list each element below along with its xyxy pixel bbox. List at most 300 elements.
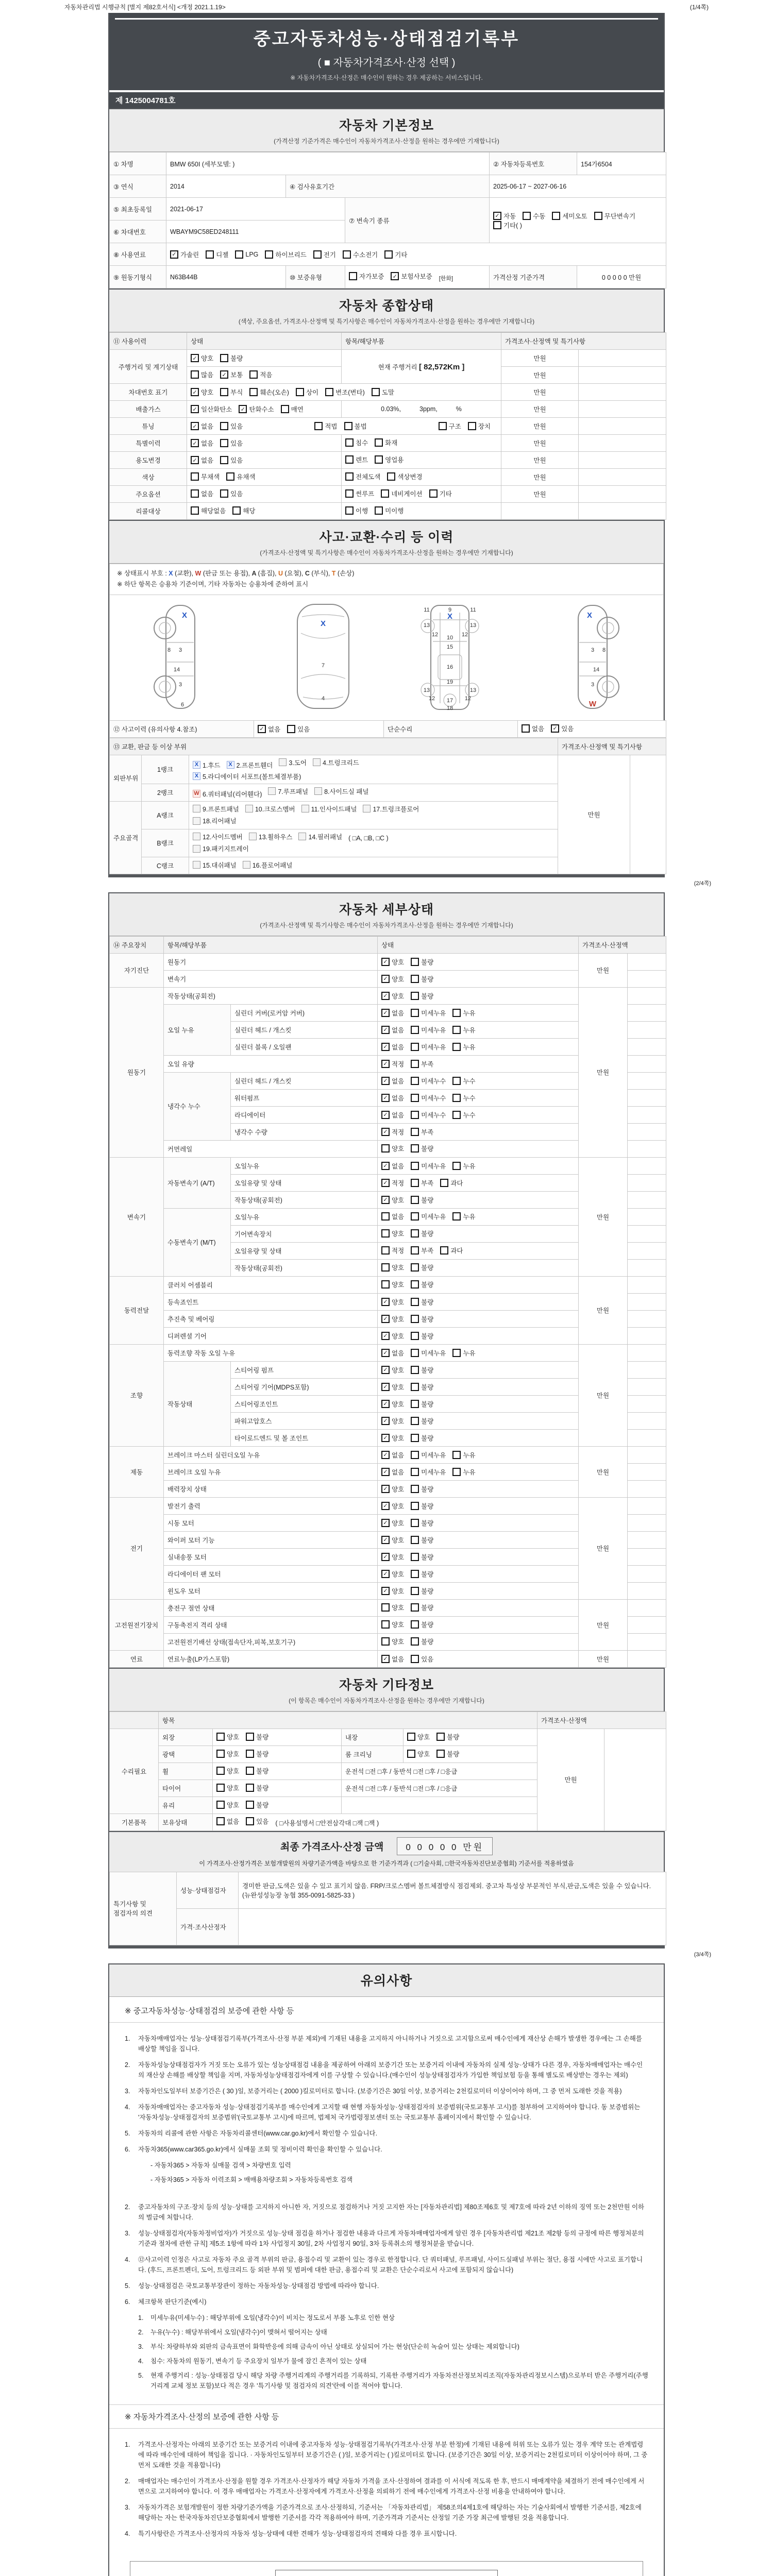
checkbox-탄화수소[interactable] xyxy=(239,404,274,414)
checkbox-가솔린[interactable] xyxy=(170,250,199,259)
checkbox-box[interactable] xyxy=(381,1587,390,1595)
checkbox-box[interactable] xyxy=(381,1060,390,1068)
checkbox-box[interactable] xyxy=(191,405,199,413)
checkbox-있음[interactable] xyxy=(551,724,574,733)
checkbox-양호[interactable] xyxy=(381,1620,404,1629)
checkbox-없음[interactable] xyxy=(191,455,213,465)
checkbox-불량[interactable] xyxy=(411,1382,433,1392)
checkbox-box[interactable] xyxy=(411,1280,419,1289)
mark-box[interactable] xyxy=(193,845,200,853)
mark-box[interactable] xyxy=(363,805,371,812)
checkbox-box[interactable] xyxy=(523,212,531,220)
checkbox-일산화탄소[interactable] xyxy=(191,404,232,414)
checkbox-box[interactable] xyxy=(345,455,354,464)
checkbox-box[interactable] xyxy=(381,1229,390,1238)
checkbox-box[interactable] xyxy=(381,1366,390,1374)
checkbox-양호[interactable] xyxy=(381,1263,404,1272)
checkbox-양호[interactable] xyxy=(381,1280,404,1289)
checkbox-없음[interactable] xyxy=(381,1467,404,1477)
checkbox-box[interactable] xyxy=(345,472,354,481)
checkbox-box[interactable] xyxy=(522,724,530,733)
checkbox-box[interactable] xyxy=(411,958,419,966)
checkbox-양호[interactable] xyxy=(381,1501,404,1511)
checkbox-미세누유[interactable] xyxy=(411,1450,446,1460)
mark-box[interactable] xyxy=(245,805,253,812)
checkbox-불량[interactable] xyxy=(411,957,433,967)
checkbox-box[interactable] xyxy=(246,1750,254,1758)
checkbox-누유[interactable] xyxy=(452,1450,475,1460)
checkbox-불량[interactable] xyxy=(436,1732,459,1741)
checkbox-box[interactable] xyxy=(411,1043,419,1051)
checkbox-box[interactable] xyxy=(411,1468,419,1476)
checkbox-box[interactable] xyxy=(345,489,354,498)
checkbox-불량[interactable] xyxy=(411,1365,433,1375)
checkbox-box[interactable] xyxy=(411,1179,419,1187)
checkbox-box[interactable] xyxy=(429,489,438,498)
checkbox-box[interactable] xyxy=(411,1603,419,1612)
checkbox-불량[interactable] xyxy=(411,1433,433,1443)
checkbox-있음[interactable] xyxy=(220,489,243,498)
checkbox-box[interactable] xyxy=(220,456,228,464)
checkbox-썬루프[interactable] xyxy=(345,489,374,498)
checkbox-box[interactable] xyxy=(249,370,258,379)
checkbox-box[interactable] xyxy=(381,1502,390,1510)
checkbox-box[interactable] xyxy=(381,1094,390,1102)
checkbox-불량[interactable] xyxy=(411,1416,433,1426)
checkbox-box[interactable] xyxy=(381,1603,390,1612)
checkbox-box[interactable] xyxy=(452,1111,461,1119)
checkbox-box[interactable] xyxy=(594,212,602,220)
checkbox-화재[interactable] xyxy=(375,438,397,447)
checkbox-box[interactable] xyxy=(381,1196,390,1204)
checkbox-box[interactable] xyxy=(439,422,447,430)
checkbox-box[interactable] xyxy=(246,1784,254,1792)
checkbox-box[interactable] xyxy=(384,250,393,259)
checkbox-box[interactable] xyxy=(287,725,295,733)
mark-box[interactable] xyxy=(193,817,200,825)
checkbox-box[interactable] xyxy=(170,250,178,259)
checkbox-훼손(오손)[interactable] xyxy=(249,387,289,397)
checkbox-box[interactable] xyxy=(452,1009,461,1017)
checkbox-없음[interactable] xyxy=(522,724,544,733)
checkbox-적정[interactable] xyxy=(381,1246,404,1255)
checkbox-부족[interactable] xyxy=(411,1059,433,1069)
checkbox-box[interactable] xyxy=(411,1553,419,1561)
checkbox-보통[interactable] xyxy=(220,370,243,379)
checkbox-box[interactable] xyxy=(411,1332,419,1340)
checkbox-box[interactable] xyxy=(411,1162,419,1170)
checkbox-양호[interactable] xyxy=(381,1382,404,1392)
checkbox-양호[interactable] xyxy=(381,1399,404,1409)
checkbox-box[interactable] xyxy=(381,1162,390,1170)
checkbox-box[interactable] xyxy=(381,1026,390,1034)
checkbox-box[interactable] xyxy=(411,1502,419,1510)
checkbox-불량[interactable] xyxy=(411,1569,433,1579)
checkbox-있음[interactable] xyxy=(287,724,310,734)
checkbox-box[interactable] xyxy=(411,1519,419,1527)
checkbox-box[interactable] xyxy=(436,1750,445,1758)
checkbox-box[interactable] xyxy=(411,1315,419,1323)
checkbox-box[interactable] xyxy=(452,1162,461,1170)
checkbox-없음[interactable] xyxy=(191,489,213,498)
mark-box[interactable] xyxy=(279,758,287,766)
checkbox-양호[interactable] xyxy=(216,1732,239,1741)
checkbox-적법[interactable] xyxy=(314,421,337,431)
checkbox-없음[interactable] xyxy=(191,421,213,431)
checkbox-box[interactable] xyxy=(343,250,351,259)
checkbox-불량[interactable] xyxy=(411,1144,433,1153)
checkbox-box[interactable] xyxy=(381,1637,390,1646)
checkbox-미세누유[interactable] xyxy=(411,1042,446,1052)
checkbox-box[interactable] xyxy=(220,422,228,430)
checkbox-box[interactable] xyxy=(191,422,199,430)
checkbox-없음[interactable] xyxy=(381,1093,404,1103)
checkbox-box[interactable] xyxy=(296,388,304,396)
checkbox-box[interactable] xyxy=(381,1485,390,1493)
checkbox-불량[interactable] xyxy=(411,1637,433,1646)
checkbox-양호[interactable] xyxy=(381,1365,404,1375)
checkbox-box[interactable] xyxy=(411,1366,419,1374)
checkbox-누수[interactable] xyxy=(452,1076,475,1086)
checkbox-없음[interactable] xyxy=(381,1076,404,1086)
checkbox-box[interactable] xyxy=(452,1094,461,1102)
checkbox-누유[interactable] xyxy=(452,1212,475,1221)
checkbox-box[interactable] xyxy=(220,439,228,447)
checkbox-수소전기[interactable] xyxy=(343,250,378,259)
checkbox-box[interactable] xyxy=(411,1383,419,1391)
checkbox-box[interactable] xyxy=(216,1767,225,1775)
checkbox-box[interactable] xyxy=(411,1246,419,1255)
checkbox-양호[interactable] xyxy=(216,1766,239,1775)
checkbox-불량[interactable] xyxy=(411,1195,433,1205)
checkbox-없음[interactable] xyxy=(381,1008,404,1018)
checkbox-양호[interactable] xyxy=(407,1749,430,1758)
checkbox-box[interactable] xyxy=(381,1212,390,1221)
checkbox-box[interactable] xyxy=(411,1349,419,1357)
checkbox-있음[interactable] xyxy=(220,421,243,431)
mark-box[interactable] xyxy=(298,833,306,840)
checkbox-box[interactable] xyxy=(235,250,243,259)
checkbox-불량[interactable] xyxy=(411,1229,433,1238)
checkbox-box[interactable] xyxy=(191,489,199,498)
mark-box[interactable]: W xyxy=(193,790,200,798)
checkbox-전기[interactable] xyxy=(313,250,336,259)
checkbox-없음[interactable] xyxy=(381,1212,404,1221)
checkbox-box[interactable] xyxy=(381,1246,390,1255)
checkbox-디젤[interactable] xyxy=(206,250,228,259)
checkbox-부식[interactable] xyxy=(220,387,243,397)
checkbox-box[interactable] xyxy=(372,388,380,396)
checkbox-무채색[interactable] xyxy=(191,472,220,481)
checkbox-box[interactable] xyxy=(381,1111,390,1119)
checkbox-box[interactable] xyxy=(411,1026,419,1034)
checkbox-양호[interactable] xyxy=(381,1314,404,1324)
checkbox-box[interactable] xyxy=(381,1009,390,1017)
mark-box[interactable] xyxy=(314,787,322,795)
mark-box[interactable] xyxy=(193,805,200,812)
mark-box[interactable]: X xyxy=(193,761,200,769)
checkbox-매연[interactable] xyxy=(281,404,304,414)
checkbox-box[interactable] xyxy=(411,1144,419,1153)
checkbox-있음[interactable] xyxy=(246,1817,268,1826)
checkbox-box[interactable] xyxy=(381,1315,390,1323)
checkbox-많음[interactable] xyxy=(191,370,213,379)
checkbox-없음[interactable] xyxy=(381,1654,404,1664)
checkbox-불량[interactable] xyxy=(246,1800,268,1809)
checkbox-box[interactable] xyxy=(381,1570,390,1578)
checkbox-box[interactable] xyxy=(220,489,228,498)
checkbox-변조(변타)[interactable] xyxy=(325,387,365,397)
checkbox-없음[interactable] xyxy=(191,438,213,448)
checkbox-양호[interactable] xyxy=(191,387,213,397)
checkbox-box[interactable] xyxy=(381,1263,390,1272)
checkbox-box[interactable] xyxy=(220,388,228,396)
checkbox-box[interactable] xyxy=(325,388,333,396)
checkbox-불량[interactable] xyxy=(411,1314,433,1324)
checkbox-있음[interactable] xyxy=(411,1654,433,1664)
checkbox-box[interactable] xyxy=(411,1094,419,1102)
checkbox-양호[interactable] xyxy=(381,1144,404,1153)
checkbox-box[interactable] xyxy=(411,1229,419,1238)
checkbox-box[interactable] xyxy=(411,1298,419,1306)
checkbox-양호[interactable] xyxy=(381,1569,404,1579)
checkbox-불량[interactable] xyxy=(411,991,433,1001)
checkbox-미세누수[interactable] xyxy=(411,1110,446,1120)
checkbox-box[interactable] xyxy=(381,1451,390,1459)
checkbox-수동[interactable] xyxy=(523,211,545,221)
checkbox-box[interactable] xyxy=(381,1077,390,1085)
checkbox-누유[interactable] xyxy=(452,1008,475,1018)
checkbox-box[interactable] xyxy=(452,1043,461,1051)
checkbox-box[interactable] xyxy=(246,1801,254,1809)
checkbox-미이행[interactable] xyxy=(375,506,404,515)
checkbox-부족[interactable] xyxy=(411,1178,433,1188)
checkbox-과다[interactable] xyxy=(440,1178,463,1188)
checkbox-box[interactable] xyxy=(381,975,390,983)
checkbox-box[interactable] xyxy=(220,370,228,379)
checkbox-세미오토[interactable] xyxy=(552,211,587,221)
checkbox-box[interactable] xyxy=(493,212,501,220)
checkbox-box[interactable] xyxy=(206,250,214,259)
checkbox-box[interactable] xyxy=(452,1468,461,1476)
checkbox-불량[interactable] xyxy=(246,1766,268,1775)
checkbox-불량[interactable] xyxy=(411,1484,433,1494)
checkbox-양호[interactable] xyxy=(191,353,213,363)
checkbox-box[interactable] xyxy=(452,1026,461,1034)
checkbox-양호[interactable] xyxy=(381,1535,404,1545)
checkbox-미세누유[interactable] xyxy=(411,1348,446,1358)
checkbox-box[interactable] xyxy=(436,1733,445,1741)
checkbox-해당[interactable] xyxy=(232,506,255,515)
checkbox-없음[interactable] xyxy=(381,1161,404,1171)
checkbox-box[interactable] xyxy=(407,1750,415,1758)
checkbox-box[interactable] xyxy=(216,1801,225,1809)
checkbox-있음[interactable] xyxy=(220,455,243,465)
checkbox-box[interactable] xyxy=(246,1817,254,1825)
checkbox-불량[interactable] xyxy=(411,1399,433,1409)
mark-box[interactable] xyxy=(268,787,276,795)
checkbox-box[interactable] xyxy=(249,388,258,396)
checkbox-미세누유[interactable] xyxy=(411,1008,446,1018)
checkbox-box[interactable] xyxy=(411,992,419,1000)
checkbox-양호[interactable] xyxy=(407,1732,430,1741)
mark-box[interactable]: X xyxy=(227,761,234,769)
checkbox-양호[interactable] xyxy=(381,1331,404,1341)
checkbox-box[interactable] xyxy=(468,422,476,430)
checkbox-box[interactable] xyxy=(191,472,199,481)
checkbox-box[interactable] xyxy=(345,506,354,515)
checkbox-box[interactable] xyxy=(381,1043,390,1051)
checkbox-양호[interactable] xyxy=(216,1749,239,1758)
checkbox-box[interactable] xyxy=(381,1144,390,1153)
checkbox-box[interactable] xyxy=(381,1400,390,1408)
checkbox-box[interactable] xyxy=(314,422,323,430)
checkbox-침수[interactable] xyxy=(345,438,368,447)
checkbox-구조[interactable] xyxy=(439,421,461,431)
checkbox-없음[interactable] xyxy=(216,1817,239,1826)
checkbox-기타[interactable] xyxy=(384,250,407,259)
checkbox-렌트[interactable] xyxy=(345,455,368,464)
checkbox-box[interactable] xyxy=(246,1767,254,1775)
checkbox-box[interactable] xyxy=(381,1468,390,1476)
mark-box[interactable] xyxy=(313,758,321,766)
checkbox-box[interactable] xyxy=(411,1485,419,1493)
checkbox-box[interactable] xyxy=(452,1077,461,1085)
checkbox-누유[interactable] xyxy=(452,1467,475,1477)
checkbox-box[interactable] xyxy=(375,455,383,464)
checkbox-box[interactable] xyxy=(313,250,322,259)
checkbox-box[interactable] xyxy=(411,1111,419,1119)
checkbox-양호[interactable] xyxy=(381,1518,404,1528)
checkbox-box[interactable] xyxy=(440,1246,448,1255)
checkbox-box[interactable] xyxy=(411,1009,419,1017)
checkbox-box[interactable] xyxy=(246,1733,254,1741)
checkbox-상이[interactable] xyxy=(296,387,318,397)
checkbox-양호[interactable] xyxy=(381,1229,404,1238)
checkbox-누유[interactable] xyxy=(452,1025,475,1035)
checkbox-box[interactable] xyxy=(381,1620,390,1629)
checkbox-적정[interactable] xyxy=(381,1127,404,1137)
checkbox-box[interactable] xyxy=(411,1434,419,1442)
checkbox-불량[interactable] xyxy=(411,1501,433,1511)
checkbox-있음[interactable] xyxy=(220,438,243,448)
checkbox-box[interactable] xyxy=(411,1655,419,1663)
checkbox-불량[interactable] xyxy=(411,1331,433,1341)
mark-box[interactable] xyxy=(243,861,250,869)
checkbox-불량[interactable] xyxy=(411,1297,433,1307)
mark-box[interactable]: X xyxy=(193,772,200,780)
checkbox-box[interactable] xyxy=(349,272,357,280)
checkbox-누유[interactable] xyxy=(452,1161,475,1171)
checkbox-없음[interactable] xyxy=(381,1110,404,1120)
checkbox-장치[interactable] xyxy=(468,421,491,431)
checkbox-box[interactable] xyxy=(191,439,199,447)
checkbox-불량[interactable] xyxy=(411,1586,433,1596)
checkbox-box[interactable] xyxy=(216,1733,225,1741)
checkbox-box[interactable] xyxy=(258,725,266,733)
checkbox-없음[interactable] xyxy=(381,1025,404,1035)
checkbox-유채색[interactable] xyxy=(226,472,255,481)
checkbox-없음[interactable] xyxy=(381,1348,404,1358)
checkbox-box[interactable] xyxy=(552,212,560,220)
checkbox-자가보증[interactable] xyxy=(349,272,384,281)
checkbox-없음[interactable] xyxy=(258,724,280,734)
checkbox-box[interactable] xyxy=(411,1417,419,1425)
checkbox-box[interactable] xyxy=(345,438,354,447)
checkbox-box[interactable] xyxy=(216,1750,225,1758)
checkbox-불량[interactable] xyxy=(411,974,433,984)
checkbox-양호[interactable] xyxy=(381,1603,404,1612)
checkbox-box[interactable] xyxy=(381,958,390,966)
checkbox-box[interactable] xyxy=(411,1570,419,1578)
checkbox-없음[interactable] xyxy=(381,1042,404,1052)
checkbox-적정[interactable] xyxy=(381,1059,404,1069)
checkbox-불량[interactable] xyxy=(246,1783,268,1792)
checkbox-box[interactable] xyxy=(381,489,389,498)
checkbox-누유[interactable] xyxy=(452,1348,475,1358)
checkbox-미세누수[interactable] xyxy=(411,1076,446,1086)
checkbox-box[interactable] xyxy=(411,1451,419,1459)
checkbox-불량[interactable] xyxy=(246,1749,268,1758)
checkbox-전체도색[interactable] xyxy=(345,472,380,481)
checkbox-box[interactable] xyxy=(216,1784,225,1792)
checkbox-box[interactable] xyxy=(551,724,559,733)
checkbox-box[interactable] xyxy=(381,1434,390,1442)
checkbox-양호[interactable] xyxy=(381,1433,404,1443)
checkbox-양호[interactable] xyxy=(216,1800,239,1809)
checkbox-적음[interactable] xyxy=(249,370,272,379)
checkbox-box[interactable] xyxy=(216,1817,225,1825)
checkbox-불량[interactable] xyxy=(411,1280,433,1289)
checkbox-미세누유[interactable] xyxy=(411,1161,446,1171)
checkbox-box[interactable] xyxy=(381,1280,390,1289)
checkbox-box[interactable] xyxy=(381,1383,390,1391)
checkbox-box[interactable] xyxy=(381,1298,390,1306)
checkbox-box[interactable] xyxy=(387,472,395,481)
mark-box[interactable] xyxy=(193,861,200,869)
mark-box[interactable] xyxy=(249,833,257,840)
checkbox-불량[interactable] xyxy=(411,1263,433,1272)
checkbox-양호[interactable] xyxy=(381,1552,404,1562)
checkbox-네비게이션[interactable] xyxy=(381,489,422,498)
checkbox-box[interactable] xyxy=(381,992,390,1000)
checkbox-부족[interactable] xyxy=(411,1127,433,1137)
checkbox-box[interactable] xyxy=(381,1349,390,1357)
checkbox-미세누유[interactable] xyxy=(411,1025,446,1035)
checkbox-양호[interactable] xyxy=(381,1416,404,1426)
checkbox-box[interactable] xyxy=(220,354,228,362)
checkbox-불량[interactable] xyxy=(436,1749,459,1758)
checkbox-양호[interactable] xyxy=(381,1297,404,1307)
checkbox-box[interactable] xyxy=(191,456,199,464)
checkbox-box[interactable] xyxy=(411,1060,419,1068)
checkbox-양호[interactable] xyxy=(381,1586,404,1596)
checkbox-누수[interactable] xyxy=(452,1110,475,1120)
checkbox-box[interactable] xyxy=(375,438,383,447)
checkbox-box[interactable] xyxy=(381,1128,390,1136)
checkbox-box[interactable] xyxy=(452,1212,461,1221)
checkbox-색상변경[interactable] xyxy=(387,472,422,481)
checkbox-적정[interactable] xyxy=(381,1178,404,1188)
checkbox-자동[interactable] xyxy=(493,211,516,221)
checkbox-box[interactable] xyxy=(191,370,199,379)
checkbox-box[interactable] xyxy=(381,1519,390,1527)
checkbox-box[interactable] xyxy=(411,1077,419,1085)
checkbox-box[interactable] xyxy=(381,1536,390,1544)
checkbox-불량[interactable] xyxy=(411,1535,433,1545)
checkbox-box[interactable] xyxy=(226,472,234,481)
checkbox-기타[interactable] xyxy=(429,489,452,498)
